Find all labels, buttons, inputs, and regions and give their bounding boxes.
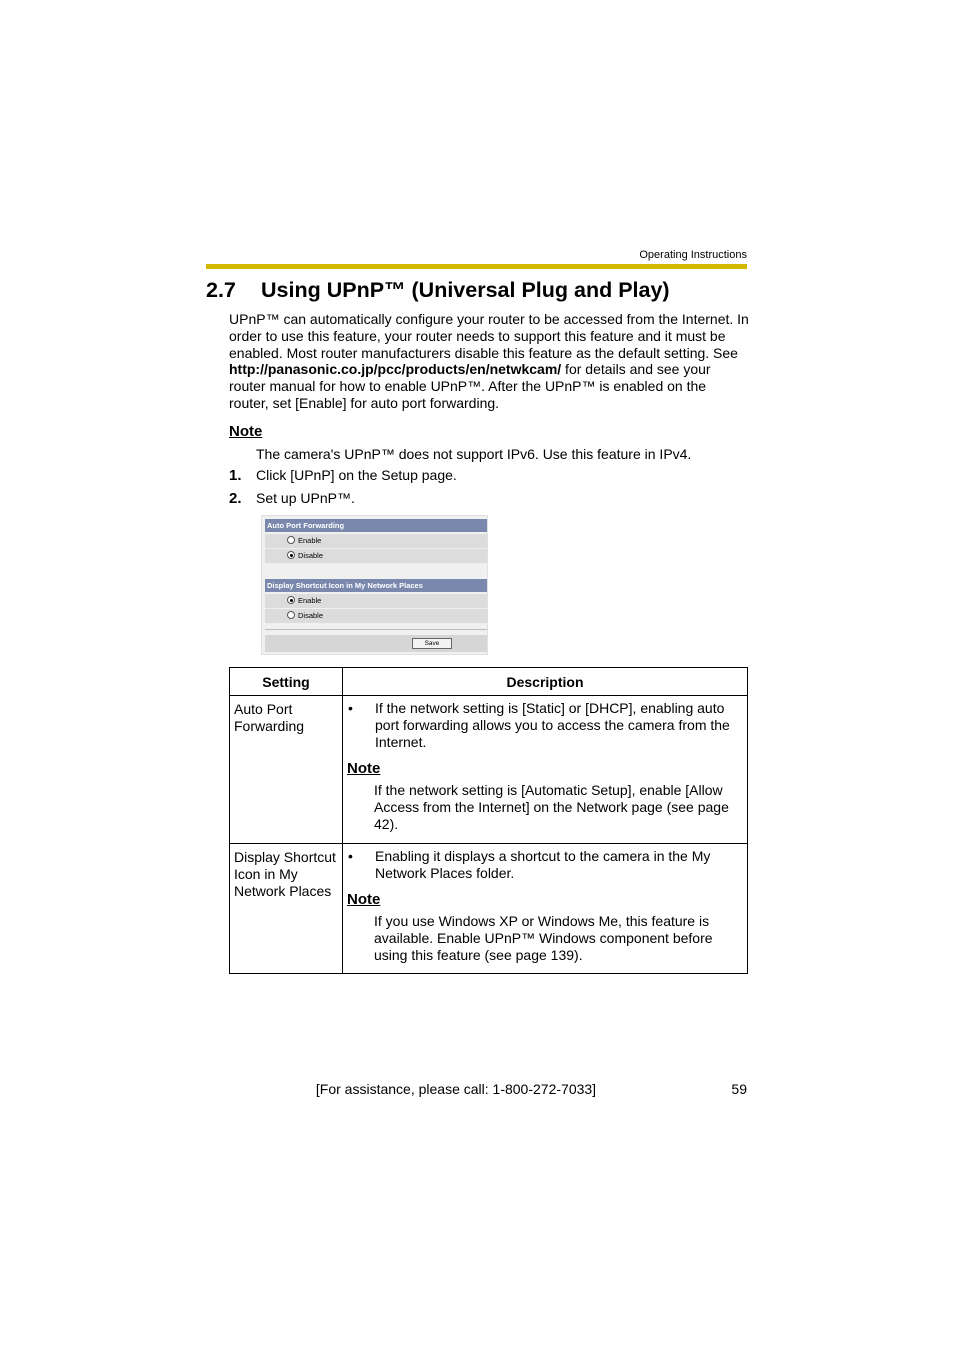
table-header-row [230, 668, 748, 696]
save-row [265, 635, 487, 652]
intro-link[interactable]: http://panasonic.co.jp/pcc/products/en/netwkcam/ [229, 361, 562, 378]
display-shortcut-header: Display Shortcut Icon in My Network Places [265, 579, 487, 592]
radio-disable-selected-icon[interactable] [287, 551, 295, 559]
cell-note-text: If you use Windows XP or Windows Me, this feature is available. Enable UPnP™ Windows component before using this feature (see page 139). [374, 913, 713, 963]
bullet-text: If the network setting is [Static] or [DHCP], enabling auto port forwarding allows you to access the camera from the Internet. [375, 700, 730, 750]
note-text: The camera's UPnP™ does not support IPv6. Use this feature in IPv4. [256, 446, 692, 462]
apf-enable-option[interactable] [265, 534, 487, 548]
bullet-text: Enabling it displays a shortcut to the camera in the My Network Places folder. [375, 848, 711, 881]
auto-port-forwarding-header: Auto Port Forwarding [265, 519, 487, 532]
cell-note-text: If the network setting is [Automatic Setup], enable [Allow Access from the Internet] on the Network page (see page 42). [374, 782, 729, 832]
setting-cell: Auto Port Forwarding [230, 696, 343, 844]
radio-disable-icon[interactable] [287, 611, 295, 619]
step-text: Set up UPnP™. [256, 490, 355, 506]
description-cell [343, 844, 748, 974]
intro-text-1: UPnP™ can automatically configure your router to be accessed from the Internet. In order to use this feature, your router needs to support this feature and it must be enabled. Most router manufacturers disable this feature as the default setting. See [229, 311, 749, 361]
header-rule [206, 264, 747, 269]
step-number: 1. [229, 467, 242, 484]
apf-disable-option[interactable] [265, 549, 487, 563]
option-label: Enable [298, 596, 322, 605]
settings-table [229, 667, 748, 974]
intro-paragraph [229, 311, 749, 412]
section-title [206, 278, 670, 303]
step-1 [229, 467, 457, 484]
save-button[interactable]: Save [412, 638, 452, 649]
shortcut-enable-option[interactable] [265, 594, 487, 608]
intro-text-2: for details and see your router manual for how to enable UPnP™. After the UPnP™ is enabled on the router, set [Enable] for auto port forwarding. [229, 361, 711, 411]
shortcut-disable-option[interactable] [265, 609, 487, 623]
column-header-setting: Setting [230, 668, 343, 696]
bullet-item [347, 848, 741, 882]
step-2 [229, 490, 355, 507]
bullet-item [347, 700, 741, 751]
bullet-icon: • [348, 700, 353, 716]
section-title-text: Using UPnP™ (Universal Plug and Play) [261, 278, 670, 302]
table-row [230, 696, 748, 844]
step-text: Click [UPnP] on the Setup page. [256, 467, 457, 483]
cell-note-heading: Note [347, 760, 381, 777]
upnp-settings-screenshot [261, 515, 488, 655]
running-header: Operating Instructions [639, 249, 747, 261]
radio-enable-icon[interactable] [287, 536, 295, 544]
option-label: Disable [298, 551, 324, 560]
footer-assistance: [For assistance, please call: 1-800-272-7033] [315, 1081, 597, 1097]
section-number: 2.7 [206, 278, 236, 302]
table-row [230, 844, 748, 974]
cell-note-heading: Note [347, 891, 381, 908]
divider [265, 629, 487, 630]
step-number: 2. [229, 490, 242, 507]
option-label: Enable [298, 536, 322, 545]
page-number: 59 [731, 1081, 747, 1097]
option-label: Disable [298, 611, 324, 620]
description-cell [343, 696, 748, 844]
column-header-description: Description [343, 668, 748, 696]
radio-enable-selected-icon[interactable] [287, 596, 295, 604]
bullet-icon: • [348, 848, 353, 864]
setting-cell: Display Shortcut Icon in My Network Places [230, 844, 343, 974]
note-heading: Note [229, 423, 263, 440]
